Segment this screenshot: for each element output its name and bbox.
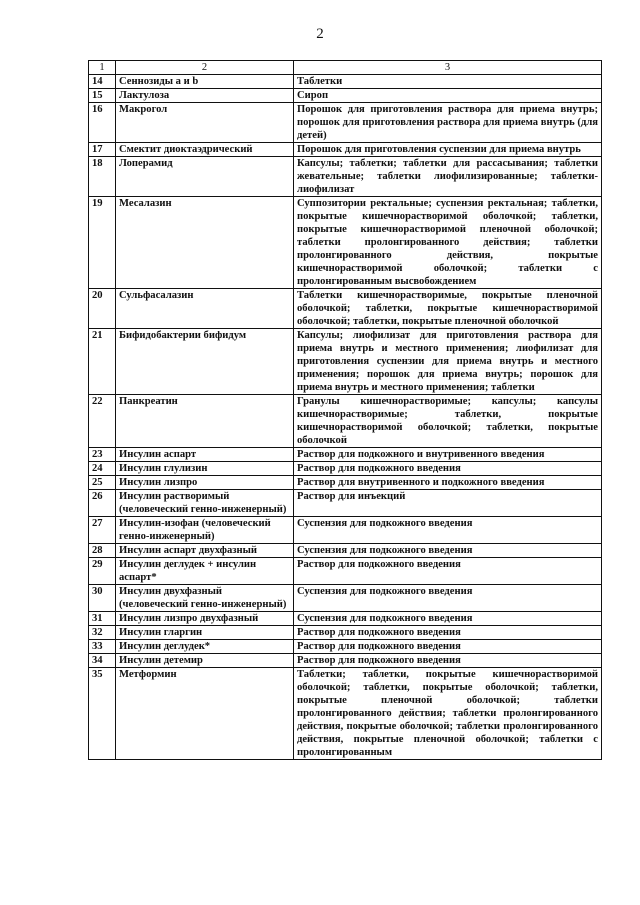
- row-number-cell: 14: [89, 75, 116, 89]
- dosage-form-cell: Суспензия для подкожного введения: [294, 544, 602, 558]
- table-row: [89, 75, 602, 89]
- page-number: 2: [316, 26, 324, 42]
- row-number-cell: 20: [89, 289, 116, 329]
- dosage-form-cell: Таблетки кишечнорастворимые, покрытые пленочной оболочкой; таблетки, покрытые кишечнорастворимой оболочкой; таблетки, покрытые пленочной оболочкой: [294, 289, 602, 329]
- drug-name-cell: Инсулин детемир: [116, 654, 294, 668]
- table-row: [89, 544, 602, 558]
- row-number-cell: 16: [89, 103, 116, 143]
- drug-name-cell: Лактулоза: [116, 89, 294, 103]
- table-row: [89, 157, 602, 197]
- row-number-cell: 35: [89, 668, 116, 760]
- row-number-cell: 34: [89, 654, 116, 668]
- table-row: [89, 89, 602, 103]
- dosage-form-cell: Раствор для подкожного введения: [294, 626, 602, 640]
- drug-name-cell: Инсулин растворимый (человеческий генно-инженерный): [116, 490, 294, 517]
- row-number-cell: 19: [89, 197, 116, 289]
- drug-name-cell: Сеннозиды a и b: [116, 75, 294, 89]
- dosage-form-cell: Порошок для приготовления раствора для приема внутрь; порошок для приготовления раствора для приема внутрь (для детей): [294, 103, 602, 143]
- table-row: [89, 329, 602, 395]
- dosage-form-cell: Сироп: [294, 89, 602, 103]
- row-number-cell: 21: [89, 329, 116, 395]
- dosage-form-cell: Раствор для подкожного введения: [294, 654, 602, 668]
- drug-name-cell: Панкреатин: [116, 395, 294, 448]
- drug-name-cell: Инсулин деглудек*: [116, 640, 294, 654]
- row-number-cell: 32: [89, 626, 116, 640]
- table-row: [89, 476, 602, 490]
- drug-table: [88, 60, 602, 760]
- row-number-cell: 25: [89, 476, 116, 490]
- table-row: [89, 395, 602, 448]
- drug-name-cell: Смектит диоктаэдрический: [116, 143, 294, 157]
- header-cell-num: 1: [89, 61, 116, 75]
- drug-name-cell: Бифидобактерии бифидум: [116, 329, 294, 395]
- drug-name-cell: Инсулин гларгин: [116, 626, 294, 640]
- dosage-form-cell: Суспензия для подкожного введения: [294, 585, 602, 612]
- drug-name-cell: Лоперамид: [116, 157, 294, 197]
- dosage-form-cell: Раствор для подкожного введения: [294, 640, 602, 654]
- dosage-form-cell: Суппозитории ректальные; суспензия ректальная; таблетки, покрытые кишечнорастворимой оболочкой; таблетки, покрытые кишечнорастворимой пленочной оболочкой; таблетки пролонгированного действия; таблетки пролонгированного действия, покрытые кишечнорастворимой оболочкой; таблетки с пролонгированным высвобождением: [294, 197, 602, 289]
- dosage-form-cell: Таблетки; таблетки, покрытые кишечнорастворимой оболочкой; таблетки, покрытые оболочкой; таблетки, покрытые пленочной оболочкой; таблетки пролонгированного действия; таблетки пролонгированного действия, покрытые оболочкой; таблетки пролонгированного действия, покрытые пленочной оболочкой; таблетки с пролонгированным: [294, 668, 602, 760]
- row-number-cell: 26: [89, 490, 116, 517]
- table-row: [89, 143, 602, 157]
- table-row: [89, 448, 602, 462]
- row-number-cell: 18: [89, 157, 116, 197]
- table-row: [89, 490, 602, 517]
- drug-name-cell: Инсулин-изофан (человеческий генно-инженерный): [116, 517, 294, 544]
- dosage-form-cell: Раствор для подкожного введения: [294, 462, 602, 476]
- table-row: [89, 640, 602, 654]
- drug-name-cell: Инсулин аспарт: [116, 448, 294, 462]
- table-row: [89, 612, 602, 626]
- dosage-form-cell: Раствор для внутривенного и подкожного введения: [294, 476, 602, 490]
- table-row: [89, 558, 602, 585]
- drug-name-cell: Инсулин глулизин: [116, 462, 294, 476]
- dosage-form-cell: Раствор для инъекций: [294, 490, 602, 517]
- row-number-cell: 31: [89, 612, 116, 626]
- table-row: [89, 668, 602, 760]
- table-header-row: [89, 61, 602, 75]
- dosage-form-cell: Суспензия для подкожного введения: [294, 517, 602, 544]
- dosage-form-cell: Таблетки: [294, 75, 602, 89]
- table-row: [89, 626, 602, 640]
- table-row: [89, 462, 602, 476]
- table-row: [89, 197, 602, 289]
- row-number-cell: 28: [89, 544, 116, 558]
- header-cell-name: 2: [116, 61, 294, 75]
- drug-name-cell: Инсулин аспарт двухфазный: [116, 544, 294, 558]
- header-cell-form: 3: [294, 61, 602, 75]
- drug-name-cell: Инсулин деглудек + инсулин аспарт*: [116, 558, 294, 585]
- drug-name-cell: Метформин: [116, 668, 294, 760]
- dosage-form-cell: Суспензия для подкожного введения: [294, 612, 602, 626]
- table-row: [89, 585, 602, 612]
- drug-name-cell: Инсулин лизпро двухфазный: [116, 612, 294, 626]
- drug-name-cell: Месалазин: [116, 197, 294, 289]
- drug-name-cell: Инсулин лизпро: [116, 476, 294, 490]
- row-number-cell: 27: [89, 517, 116, 544]
- row-number-cell: 17: [89, 143, 116, 157]
- row-number-cell: 23: [89, 448, 116, 462]
- dosage-form-cell: Раствор для подкожного введения: [294, 558, 602, 585]
- row-number-cell: 33: [89, 640, 116, 654]
- table-row: [89, 289, 602, 329]
- table-row: [89, 654, 602, 668]
- dosage-form-cell: Капсулы; таблетки; таблетки для рассасывания; таблетки жевательные; таблетки лиофилизированные; таблетки-лиофилизат: [294, 157, 602, 197]
- table-row: [89, 103, 602, 143]
- dosage-form-cell: Капсулы; лиофилизат для приготовления раствора для приема внутрь и местного применения; лиофилизат для приготовления суспензии для приема внутрь и местного применения; порошок для приема внутрь; порошок для приема внутрь и местного применения; таблетки: [294, 329, 602, 395]
- dosage-form-cell: Гранулы кишечнорастворимые; капсулы; капсулы кишечнорастворимые; таблетки, покрытые кишечнорастворимой оболочкой; таблетки, покрытые оболочкой: [294, 395, 602, 448]
- drug-name-cell: Сульфасалазин: [116, 289, 294, 329]
- dosage-form-cell: Порошок для приготовления суспензии для приема внутрь: [294, 143, 602, 157]
- drug-name-cell: Инсулин двухфазный (человеческий генно-инженерный): [116, 585, 294, 612]
- drug-name-cell: Макрогол: [116, 103, 294, 143]
- row-number-cell: 22: [89, 395, 116, 448]
- row-number-cell: 24: [89, 462, 116, 476]
- table-row: [89, 517, 602, 544]
- row-number-cell: 15: [89, 89, 116, 103]
- row-number-cell: 29: [89, 558, 116, 585]
- row-number-cell: 30: [89, 585, 116, 612]
- dosage-form-cell: Раствор для подкожного и внутривенного введения: [294, 448, 602, 462]
